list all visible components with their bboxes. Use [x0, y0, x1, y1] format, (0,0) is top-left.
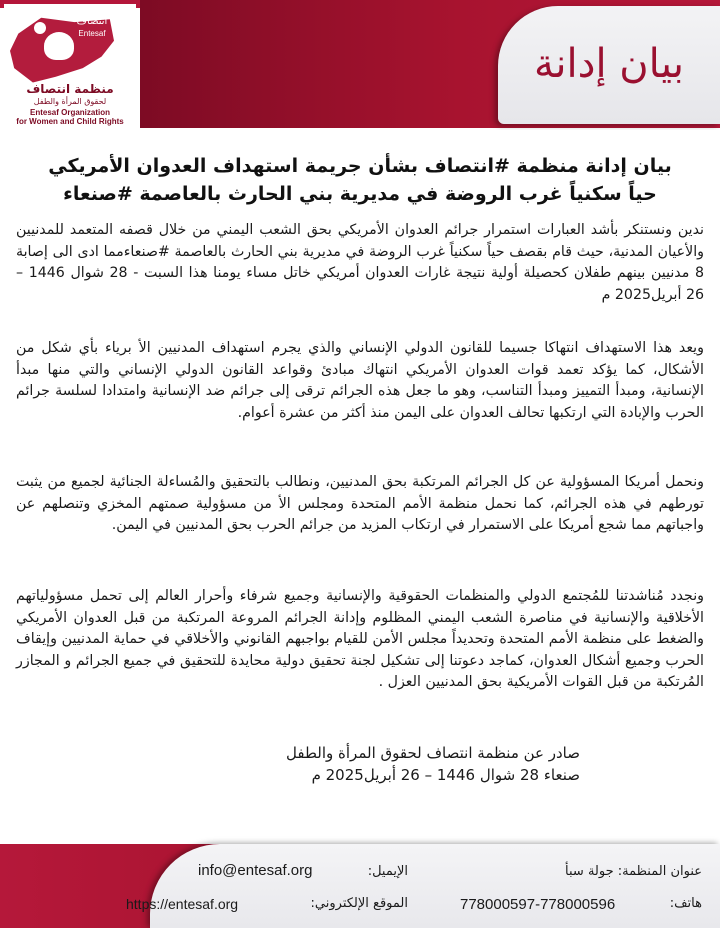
logo-name-english: [14, 108, 126, 126]
signature-date: صنعاء 28 شوال 1446 – 26 أبريل2025 م: [311, 766, 580, 784]
document-title: بيان إدانة: [533, 41, 685, 87]
signature-issuer: صادر عن منظمة انتصاف لحقوق المرأة والطفل: [286, 744, 580, 762]
logo-child-head-icon: [34, 22, 46, 34]
footer-email-link[interactable]: info@entesaf.org: [198, 862, 313, 879]
paragraph-2: ويعد هذا الاستهداف انتهاكا جسيما للقانون الدولي الإنساني والذي يجرم استهداف المدنيين الأ برياء بأي شكل من الأشكال، كما يؤكد تعمد قوات العدوان الأمريكي انتهاك مبادئ وقواعد القانون الدولي الإنساني والتي منها مبدأ الإنسانية، ومبدأ التمييز ومبدأ التناسب، وهو ما جعل هذه الجرائم ترقى إلى جرائم ضد الإنسانية وامتدادا لسلسة جرائم الحرب والإبادة التي ارتكبها تحالف العدوان على اليمن منذ أكثر من عشرة أعوام.: [16, 340, 704, 421]
footer-phone-label: هاتف:: [669, 896, 702, 911]
logo-name-arabic: منظمة انتصاف: [26, 82, 114, 96]
paragraph-1: ندين ونستنكر بأشد العبارات استمرار جرائم العدوان الأمريكي بحق الشعب اليمني من خلال قصفه المتعمد للمدنيين والأعيان المدنية، حيث قام بقصف حياً سكنياً غرب الروضة في مديرية بني الحارث بالعاصمة #صنعاءمما ادى الى إصابة 8 مدنيين بينهم طفلان كحصيلة أولية نتيجة غارات العدوان أمريكي خاتل مساء يومنا هذا السبت - 28 شوال 1446 – 26 أبريل2025 م: [16, 222, 704, 303]
statement-body: [0, 130, 720, 830]
footer-address: عنوان المنظمة: جولة سبأ: [565, 864, 702, 879]
footer-phone-value: 778000597-778000596: [460, 896, 616, 913]
footer-email-label: الإيميل:: [367, 864, 408, 879]
logo-badge: [70, 16, 114, 46]
footer-website-link[interactable]: https://entesaf.org: [126, 896, 239, 912]
footer: [0, 830, 720, 928]
logo-badge-en: Entesaf: [78, 29, 106, 38]
footer-panel: [150, 844, 720, 928]
statement-headline: بيان إدانة منظمة #انتصاف بشأن جريمة استهداف العدوان الأمريكي حياً سكنياً غرب الروضة في مديرية بني الحارث بالعاصمة #صنعاء: [48, 155, 672, 205]
organization-logo: [4, 4, 136, 126]
paragraph-3: ونحمل أمريكا المسؤولية عن كل الجرائم المرتكبة بحق المدنيين، ونطالب بالتحقيق والمُساءلة الجنائية لجميع من يثبت تورطهم في هذه الجرائم، كما نحمل منظمة الأمم المتحدة ومجلس الأ من مسؤولية صمتهم المخزي وتنصلهم عن واجباتهم مما شجع أمريكا على الاستمرار في ارتكاب المزيد من جرائم الحرب بحق المدنيين في اليمن.: [16, 474, 704, 533]
logo-name-en-line1: Entesaf Organization: [29, 108, 110, 117]
signature-block: [200, 742, 580, 786]
header: [0, 0, 720, 130]
paragraph-4: ونجدد مُناشدتنا للمُجتمع الدولي والمنظمات الحقوقية والإنسانية وجميع شرفاء وأحرار العالم إلى تحمل مسؤولياتهم الأخلاقية والإنسانية في مناصرة الشعب اليمني المظلوم وإدانة الجرائم المروعة المرتكبة من قبل العدوان الأمريكي والضغط على منظمة الأمم المتحدة وتحديداً مجلس الأمن للقيام بواجبهم القانوني والأخلاقي في حماية المدنيين وإيقاف الحرب وجميع أشكال العدوان، كماجد دعوتنا إلى تشكيل لجنة تحقيق دولية محايدة للتحقيق في جميع الجرائم و المجازر المُرتكبة من قبل القوات الأمريكية بحق المدنيين العزل .: [16, 588, 704, 690]
logo-badge-ar: انتصاف: [76, 16, 108, 27]
logo-name-en-line2: for Women and Child Rights: [16, 117, 124, 126]
footer-website-label: الموقع الإلكتروني:: [310, 896, 408, 911]
logo-subtitle-arabic: لحقوق المرأة والطفل: [33, 97, 107, 106]
